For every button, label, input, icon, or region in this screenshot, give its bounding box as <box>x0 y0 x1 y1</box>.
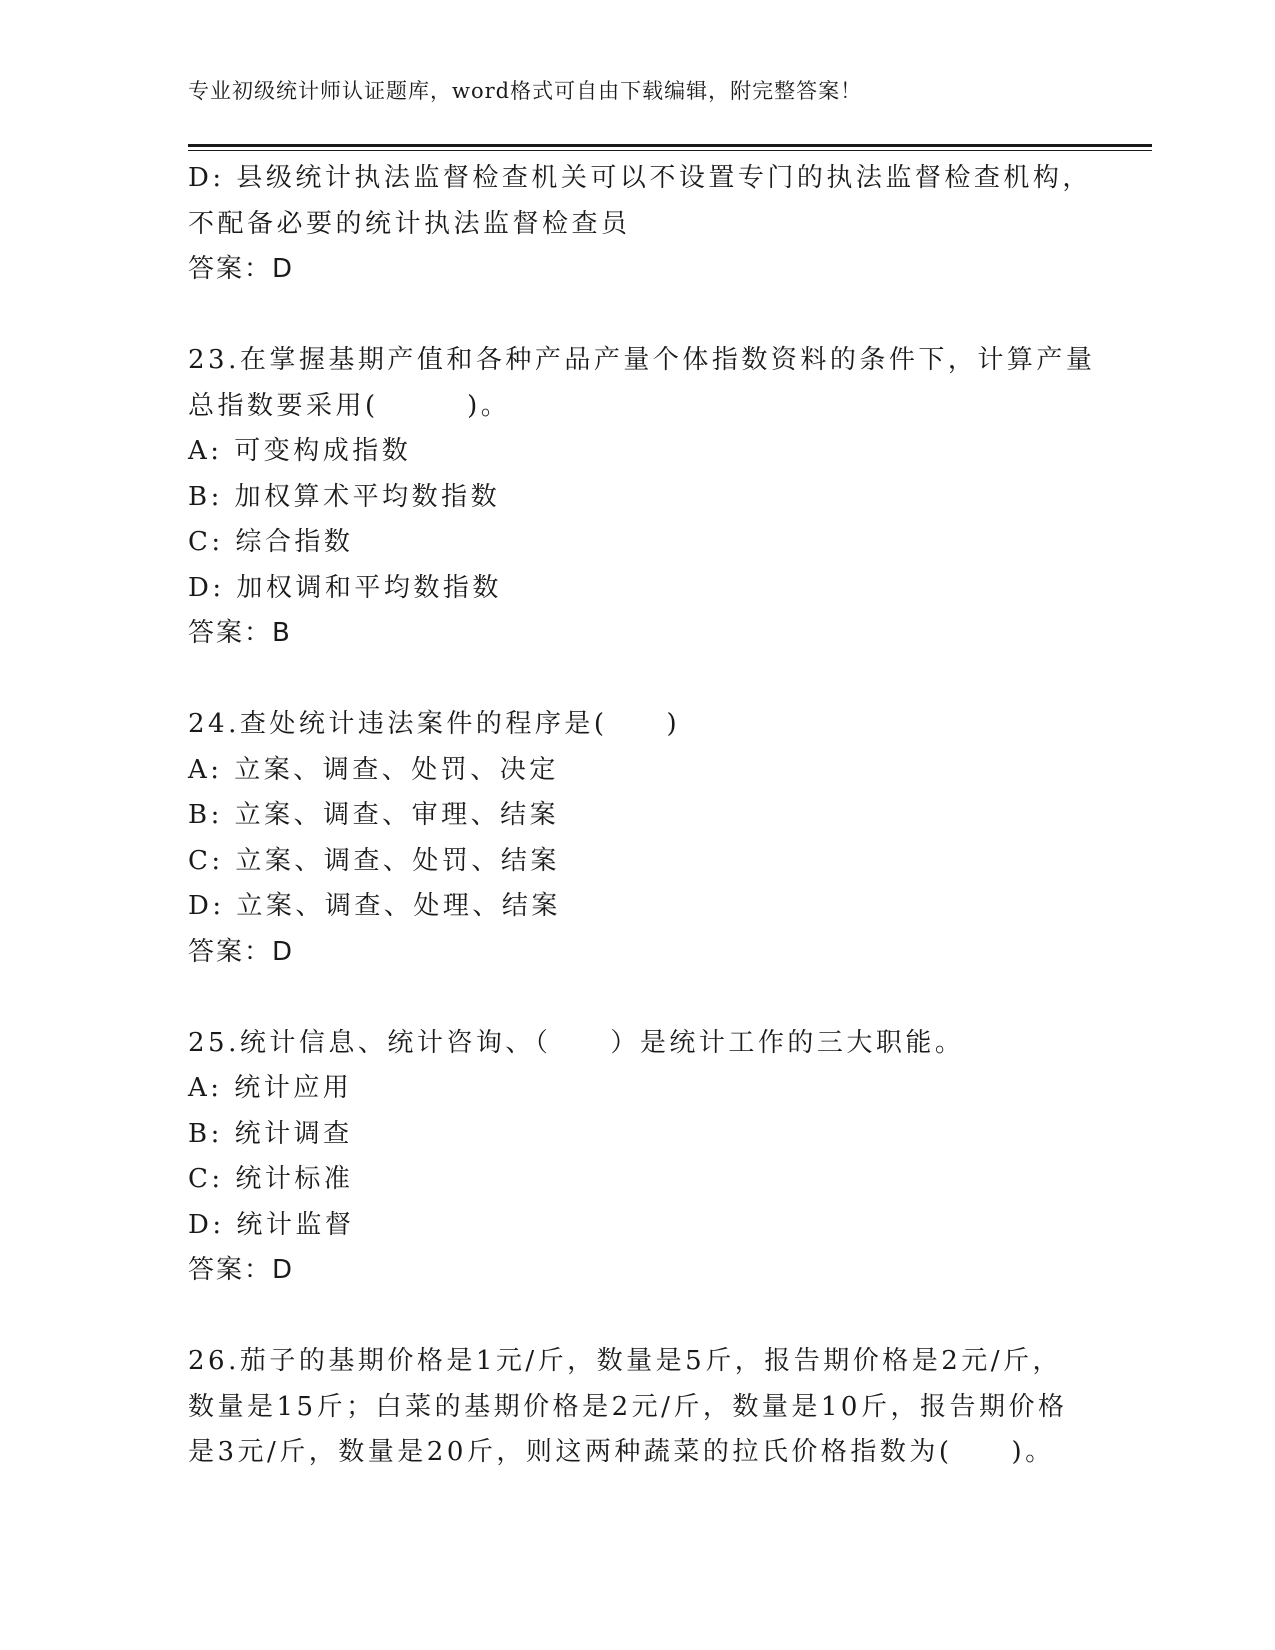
answer: 答案：D <box>188 254 295 284</box>
page-header: 专业初级统计师认证题库，word格式可自由下载编辑，附完整答案！ <box>188 79 863 103</box>
option-b: B: 统计调查 <box>188 1118 353 1149</box>
question-24 <box>188 702 1088 975</box>
option-a: A: 统计应用 <box>188 1073 353 1103</box>
question-25 <box>188 1021 1088 1294</box>
question-stem: 26.茄子的基期价格是1元/斤，数量是5斤，报告期价格是2元/斤， <box>188 1346 1062 1376</box>
option-a: A: 可变构成指数 <box>188 436 412 466</box>
question-23 <box>188 338 1096 657</box>
question-22-tail <box>188 156 1092 293</box>
option-b: B: 加权算术平均数指数 <box>188 481 501 512</box>
header-divider-thick <box>188 144 1152 147</box>
answer: 答案：D <box>188 1255 295 1285</box>
question-stem-continued: 是3元/斤，数量是20斤，则这两种蔬菜的拉氏价格指数为( )。 <box>188 1437 1055 1467</box>
option-d: D: 县级统计执法监督检查机关可以不设置专门的执法监督检查机构， <box>188 163 1092 193</box>
option-b: B: 立案、调查、审理、结案 <box>188 800 560 830</box>
question-stem: 25.统计信息、统计咨询、（ ）是统计工作的三大职能。 <box>188 1027 965 1058</box>
option-a: A: 立案、调查、处罚、决定 <box>188 754 559 785</box>
spacer <box>188 975 1088 1021</box>
option-d: D: 统计监督 <box>188 1209 355 1240</box>
question-content <box>188 156 1096 1476</box>
answer: 答案：B <box>188 618 292 648</box>
option-c: C: 综合指数 <box>188 527 354 557</box>
question-stem: 24.查处统计违法案件的程序是( ) <box>188 709 681 739</box>
question-stem-continued: 数量是15斤；白菜的基期价格是2元/斤，数量是10斤，报告期价格 <box>188 1391 1068 1422</box>
spacer <box>188 293 1088 339</box>
option-d: D: 立案、调查、处理、结案 <box>188 891 561 921</box>
question-stem: 23.在掌握基期产值和各种产品产量个体指数资料的条件下，计算产量 <box>188 345 1096 375</box>
option-d: D: 加权调和平均数指数 <box>188 572 502 603</box>
answer: 答案：D <box>188 936 295 967</box>
question-26 <box>188 1339 1088 1476</box>
header-divider-thin <box>188 150 1152 151</box>
option-d-continued: 不配备必要的统计执法监督检查员 <box>188 208 631 239</box>
option-c: C: 统计标准 <box>188 1164 354 1194</box>
spacer <box>188 1294 1088 1340</box>
option-c: C: 立案、调查、处罚、结案 <box>188 845 560 876</box>
spacer <box>188 657 1088 703</box>
question-stem-continued: 总指数要采用( )。 <box>188 390 511 421</box>
